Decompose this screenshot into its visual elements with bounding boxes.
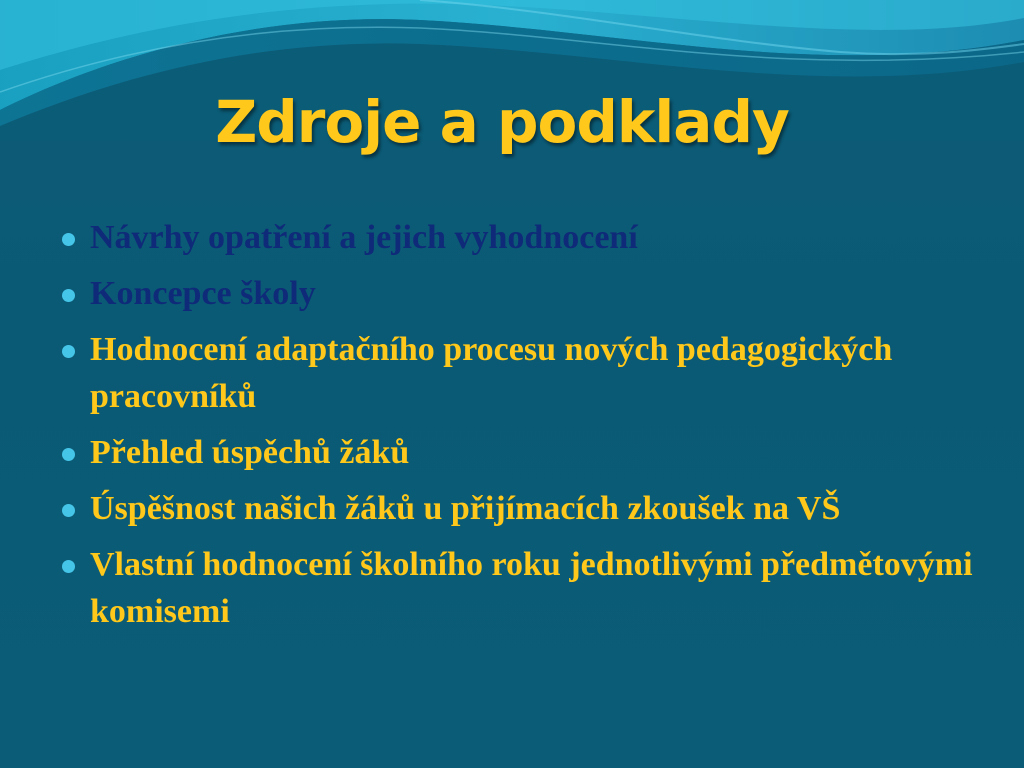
bullet-list <box>62 214 982 644</box>
bullet-text: Úspěšnost našich žáků u přijímacích zkoušek na VŠ <box>90 490 841 527</box>
bullet-marker-icon <box>62 233 75 246</box>
bullet-item <box>62 485 982 532</box>
bullet-text: Vlastní hodnocení školního roku jednotlivými předmětovými komisemi <box>90 546 973 630</box>
slide-title: Zdroje a podklady <box>215 88 789 156</box>
bullet-marker-icon <box>62 289 75 302</box>
bullet-item <box>62 541 982 635</box>
bullet-text: Přehled úspěchů žáků <box>90 434 410 471</box>
bullet-item <box>62 326 982 420</box>
bullet-marker-icon <box>62 560 75 573</box>
bullet-marker-icon <box>62 504 75 517</box>
bullet-text: Hodnocení adaptačního procesu nových pedagogických pracovníků <box>90 331 893 415</box>
bullet-marker-icon <box>62 345 75 358</box>
bullet-item <box>62 429 982 476</box>
bullet-text: Koncepce školy <box>90 275 316 312</box>
bullet-item <box>62 270 982 317</box>
bullet-marker-icon <box>62 448 75 461</box>
bullet-item <box>62 214 982 261</box>
bullet-text: Návrhy opatření a jejich vyhodnocení <box>90 219 638 256</box>
